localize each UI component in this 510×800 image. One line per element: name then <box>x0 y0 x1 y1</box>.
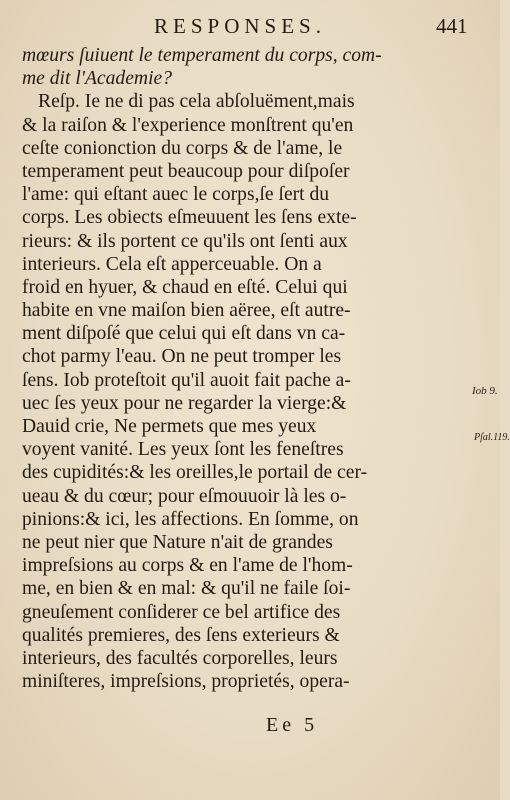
body-text <box>22 44 470 693</box>
text-line: ne peut nier que Nature n'ait de grandes <box>22 531 333 553</box>
text-line: l'ame: qui eſtant auec le corps,ſe ſert du <box>22 184 330 206</box>
text-line: qualités premieres, des ſens exterieurs & <box>22 624 340 646</box>
margin-note-job: Iob 9. <box>472 385 498 397</box>
text-line: interieurs. Cela eſt apperceuable. On a <box>22 253 322 275</box>
text-line: Reſp. Ie ne di pas cela abſoluëment,mais <box>38 91 355 113</box>
text-line: impreſsions au corps & en l'ame de l'hom- <box>22 555 353 577</box>
text-line: ueau & du cœur; pour eſmouuoir là les o- <box>22 485 347 507</box>
text-line: Dauid crie, Ne permets que mes yeux <box>22 416 317 437</box>
text-line: corps. Les obiects eſmeuuent les ſens exte- <box>22 207 357 229</box>
text-line: mœurs ſuiuent le temperament du corps, com- <box>22 45 382 66</box>
text-line: rieurs: & ils portent ce qu'ils ont ſenti aux <box>22 230 348 252</box>
margin-note-psalm: Pſal.119. <box>474 432 510 443</box>
text-line: ſens. Iob proteſtoit qu'il auoit fait pache a- <box>22 369 351 391</box>
text-line: voyent vanité. Les yeux ſont les feneſtres <box>22 439 344 461</box>
text-line: me dit l'Academie? <box>22 68 173 90</box>
text-line: gneuſement conſiderer ce bel artifice des <box>22 601 341 623</box>
text-line: chot parmy l'eau. On ne peut tromper les <box>22 346 342 368</box>
text-line: des cupidités:& les oreilles,le portail de cer- <box>22 462 368 484</box>
text-line: uec ſes yeux pour ne regarder la vierge:& <box>22 392 347 414</box>
text-line: habite en vne maiſon bien aëree, eſt autre- <box>22 300 351 322</box>
page-number: 441 <box>436 14 468 38</box>
text-line: me, en bien & en mal: & qu'il ne faile ſoi- <box>22 578 351 600</box>
text-line: pinions:& ici, les affections. En ſomme, on <box>22 508 359 530</box>
signature-mark: Ee 5 <box>266 714 319 736</box>
text-line: ceſte conionction du corps & de l'ame, le <box>22 137 343 159</box>
text-line: temperament peut beaucoup pour diſpoſer <box>22 160 350 182</box>
text-line: miniſteres, impreſsions, proprietés, opera- <box>22 671 350 693</box>
text-line: interieurs, des facultés corporelles, leurs <box>22 647 338 669</box>
text-line: ment diſpoſé que celui qui eſt dans vn ca- <box>22 323 346 345</box>
text-line: froid en hyuer, & chaud en eſté. Celui qui <box>22 276 348 298</box>
text-line: & la raiſon & l'experience monſtrent qu'en <box>22 114 354 136</box>
running-title: RESPONSES. <box>154 14 326 38</box>
